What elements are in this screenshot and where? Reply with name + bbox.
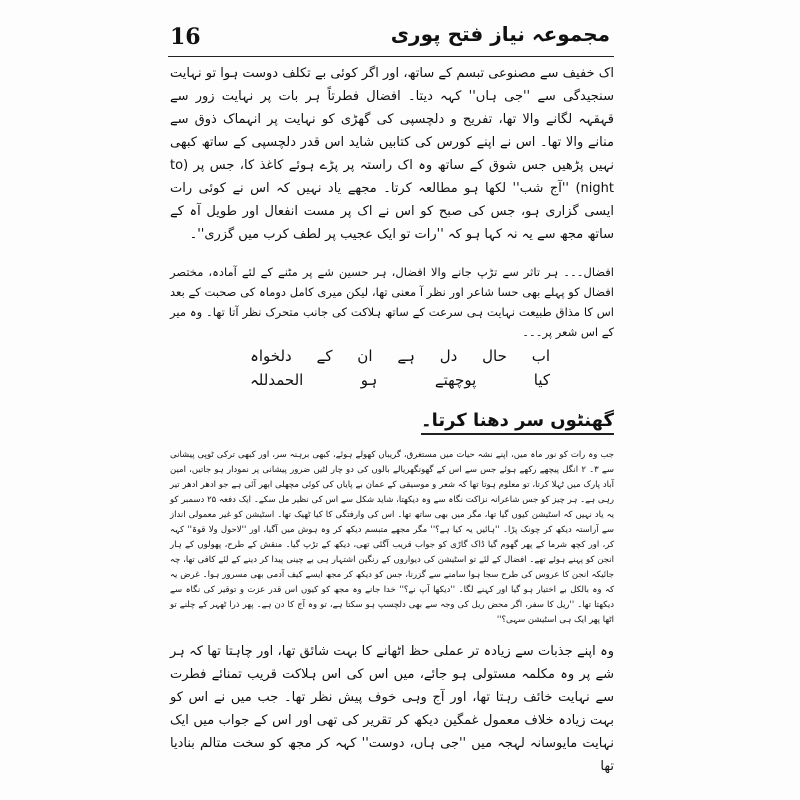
running-head: مجموعہ نیاز فتح پوری	[390, 22, 610, 46]
verse-word: پوچھتے	[434, 371, 477, 389]
paragraph-1-text: اک خفیف سے مصنوعی تبسم کے ساتھ، اور اگر کوئی بے تکلف دوست ہوا تو نہایت سنجیدگی سے ''جی ہاں'' کہہ دیتا۔ افضال فطرتاً ہر بات پر نہایت زور سے قہقہہ لگانے والا تھا، تفریح و دلچسپی کی گھڑی کو نہایت پر انہماک ذوق سے منانے والا تھا۔ اس نے اپنے کورس کی کتابیں شاید اس قدر دلچسپی کے ساتھ کبھی نہیں پڑھیں جس شوق کے ساتھ وہ اک راستہ پر پڑے ہوئے کاغذ کا، جس پر (to night) ''آج شب'' لکھا ہو مطالعہ کرتا۔ مجھے یاد نہیں کہ اس نے کوئی رات ایسی گزاری ہو، جس کی صبح کو اس نے اک پر مست انفعال اور طویل آہ کے ساتھ مجھ سے یہ نہ کہا ہو کہ ''رات تو ایک عجیب پر لطف کرب میں گزری''۔	[170, 66, 614, 242]
paragraph-3	[170, 448, 614, 628]
verse-word: اب	[531, 347, 550, 365]
verse-word: دلخواہ	[250, 347, 292, 365]
header-rule	[168, 56, 614, 57]
verse-word: کیا	[533, 371, 550, 389]
verse-word: کے	[316, 347, 333, 365]
page-header	[170, 20, 610, 54]
paragraph-3-text: جب وہ رات کو نور ماہ میں، اپنے نشہ حیات میں مستغرق، گریباں کھولے ہوئے، کبھی برہنہ سر، اور کبھی ترکی ٹوپی پیشانی سے ۳۔ ۲ انگل پیچھے رکھے ہوئے جس سے اس کے گھونگھریالے بالوں کی دو چار لٹیں ضرور پیشانی پر نمودار ہو جاتیں، امین آباد پارک میں ٹہلا کرتا، تو معلوم ہوتا تھا کہ شعر و موسیقی کے عمان بے پایاں کی کوئی مچھلی ابھر آئی ہے جو ادھر ادھر تیر رہی ہے۔ ہر چیز کو جس شاعرانہ نزاکت نگاہ سے وہ دیکھتا، شاید شکل سے اس کی نظیر مل سکے۔ ایک دفعہ ۲۵ دسمبر کو یہ یاد نہیں کہ اسٹیشن کیوں گیا تھا، مگر میں بھی ساتھ تھا۔ اس کی وارفتگی کا کیا ٹھیک تھا۔ اسٹیشن کو غیر معمولی انداز سے آراستہ دیکھ کر چونک پڑا۔ ''ہائیں یہ کیا ہے؟'' مگر مجھے متبسم دیکھ کر وہ ہوش میں آگیا، اور ''لاحول ولا قوۃ'' کہہ کر، اور کچھ شرما کے پھر گھوم گیا ڈاک گاڑی کو جواب قریب آگئی تھی، دیکھ کے تڑپ گیا۔ منقش کے طرح، پھولوں کے ہار انجن کو پہنے ہوئے تھے۔ افضال کے لئے تو اسٹیشن کی دیواروں کے رنگین اشتہار ہی بے چینی پیدا کر دینے کے لئے کافی تھا، چہ جائیکہ انجن کا عروس کی طرح سجا ہوا سامنے سے گزرنا، جس کو دیکھ کر مجھ ایسے کیف آدمی بھی مسرور ہوا۔ غرض یہ کہ وہ بالکل بے اختیار ہو گیا اور کہنے لگا۔ ''دیکھا آپ نے؟'' خدا جانے وہ مجھ کو کیوں اس قدر عزت و توقیر کی نگاہ سے دیکھتا تھا۔ ''ریل کا سفر، اگر محض ریل کی وجہ سے بھی دلچسپ ہو سکتا ہے، تو وہ آج کا دن ہے۔ پھر ذرا ٹھہر کے چلنے تو اٹھا پھر ایک ہی اسٹیشن سہی؟''	[170, 450, 615, 625]
verse-couplet	[250, 344, 550, 392]
paragraph-2-text: افضال۔۔۔ ہر تاثر سے تڑپ جانے والا افضال، ہر حسین شے پر مٹنے کے لئے آمادہ، مختصر افضال کو پہلے بھی حسا شاعر اور نظر آ معنی تھا، لیکن میری کامل دوماہ کی صحبت کے بعد اس کا مذاق طبیعت نہایت ہی سرعت کے ساتھ ہلاکت کی جانب متحرک نظر آتا تھا۔ وہ میر کے اس شعر پر۔۔۔	[170, 265, 614, 339]
verse-word: دل	[439, 347, 458, 365]
verse-word: ان	[357, 347, 373, 365]
page-number: 16	[170, 24, 201, 50]
paragraph-4	[170, 640, 614, 778]
paragraph-2	[170, 262, 614, 342]
paragraph-4-text: وہ اپنے جذبات سے زیادہ تر عملی حظ اٹھانے کا بہت شائق تھا، اور چاہتا تھا کہ ہر شے پر وہ مکلمہ مستولی ہو جائے، میں اس کی اس ہلاکت قریب تمنائے فطرت سے نہایت خائف رہتا تھا، اور آج وہی خوف پیش نظر تھا۔ جب میں نے اس کو بہت زیادہ خلاف معمول غمگین دیکھ کر تقریر کی تھی اور اس کے جواب میں ایک نہایت مایوسانہ لہجہ میں ''جی ہاں، دوست'' کہہ کر مجھ کو سخت متالم بنادیا تھا	[170, 644, 614, 774]
verse-word: ہو	[360, 371, 378, 389]
paragraph-1	[170, 62, 614, 246]
verse-word: حال	[482, 347, 507, 365]
verse-line-2	[250, 368, 550, 392]
verse-word: الحمدللہ	[250, 371, 304, 389]
section-heading: گھنٹوں سر دھنا کرتا۔	[421, 410, 614, 435]
verse-word: ہے	[397, 347, 415, 365]
verse-line-1	[250, 344, 550, 368]
